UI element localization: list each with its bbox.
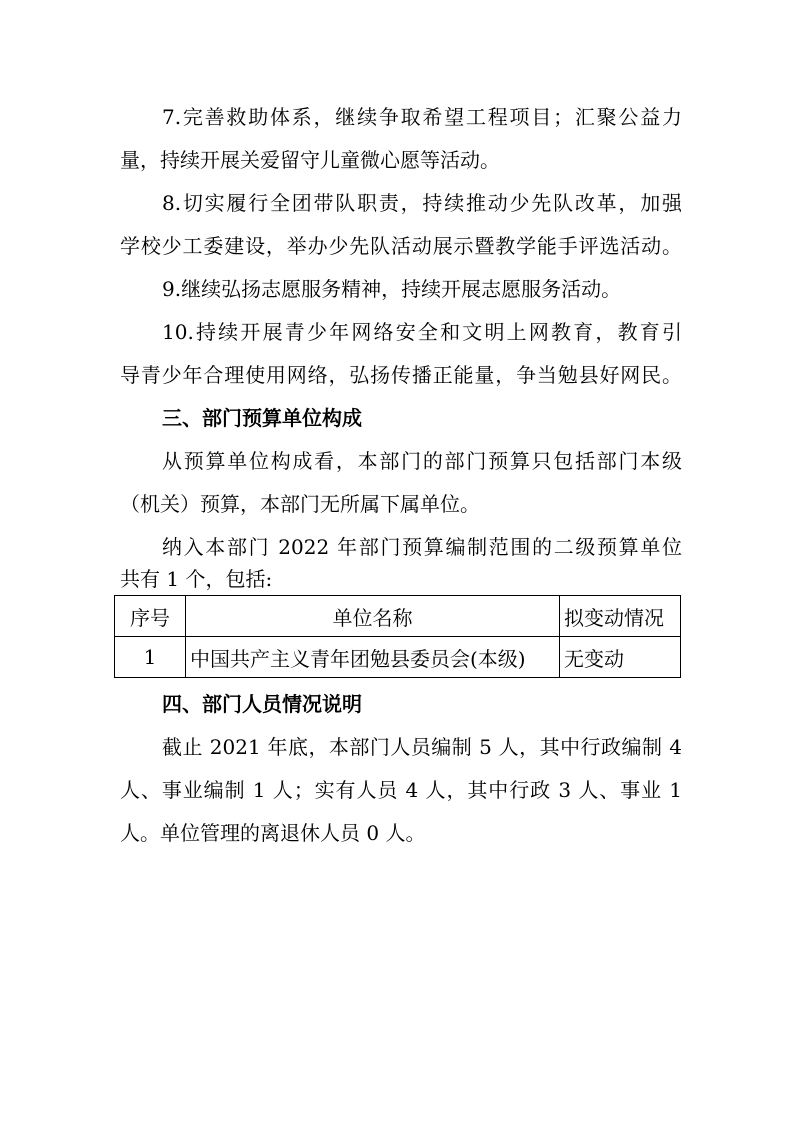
paragraph-7-line-1: 7.完善救助体系，继续争取希望工程项目；汇聚公益力 <box>162 105 682 129</box>
paragraph-8-line-2: 学校少工委建设，举办少先队活动展示暨教学能手评选活动。 <box>120 234 682 258</box>
section-4-heading: 四、部门人员情况说明 <box>162 692 362 716</box>
cell-serial-number: 1 <box>115 637 186 678</box>
cell-unit-name: 中国共产主义青年团勉县委员会(本级) <box>186 637 560 678</box>
table-row <box>115 637 681 678</box>
cell-planned-change: 无变动 <box>560 637 681 678</box>
section-4-line-2: 人、事业编制 1 人；实有人员 4 人，其中行政 3 人、事业 1 <box>120 778 682 802</box>
section-4-line-3: 人。单位管理的离退休人员 0 人。 <box>120 821 426 845</box>
section-3-paragraph-2-line-1: 纳入本部门 2022 年部门预算编制范围的二级预算单位 <box>162 535 682 559</box>
budget-units-table <box>114 595 681 678</box>
paragraph-9-line-1: 9.继续弘扬志愿服务精神，持续开展志愿服务活动。 <box>162 277 622 301</box>
section-4-line-1: 截止 2021 年底，本部门人员编制 5 人，其中行政编制 4 <box>162 735 682 759</box>
header-planned-change: 拟变动情况 <box>560 596 681 637</box>
paragraph-7-line-2: 量，持续开展关爱留守儿童微心愿等活动。 <box>120 148 500 172</box>
section-3-paragraph-2-line-2: 共有 1 个，包括: <box>120 567 273 591</box>
header-serial-number: 序号 <box>115 596 186 637</box>
paragraph-8-line-1: 8.切实履行全团带队职责，持续推动少先队改革，加强 <box>162 191 682 215</box>
paragraph-10-line-2: 导青少年合理使用网络，弘扬传播正能量，争当勉县好网民。 <box>120 363 682 387</box>
header-unit-name: 单位名称 <box>186 596 560 637</box>
section-3-heading: 三、部门预算单位构成 <box>162 406 362 430</box>
section-3-paragraph-1-line-1: 从预算单位构成看，本部门的部门预算只包括部门本级 <box>162 449 682 473</box>
paragraph-10-line-1: 10.持续开展青少年网络安全和文明上网教育，教育引 <box>162 320 682 344</box>
table-header-row <box>115 596 681 637</box>
section-3-paragraph-1-line-2: （机关）预算，本部门无所属下属单位。 <box>120 492 480 516</box>
